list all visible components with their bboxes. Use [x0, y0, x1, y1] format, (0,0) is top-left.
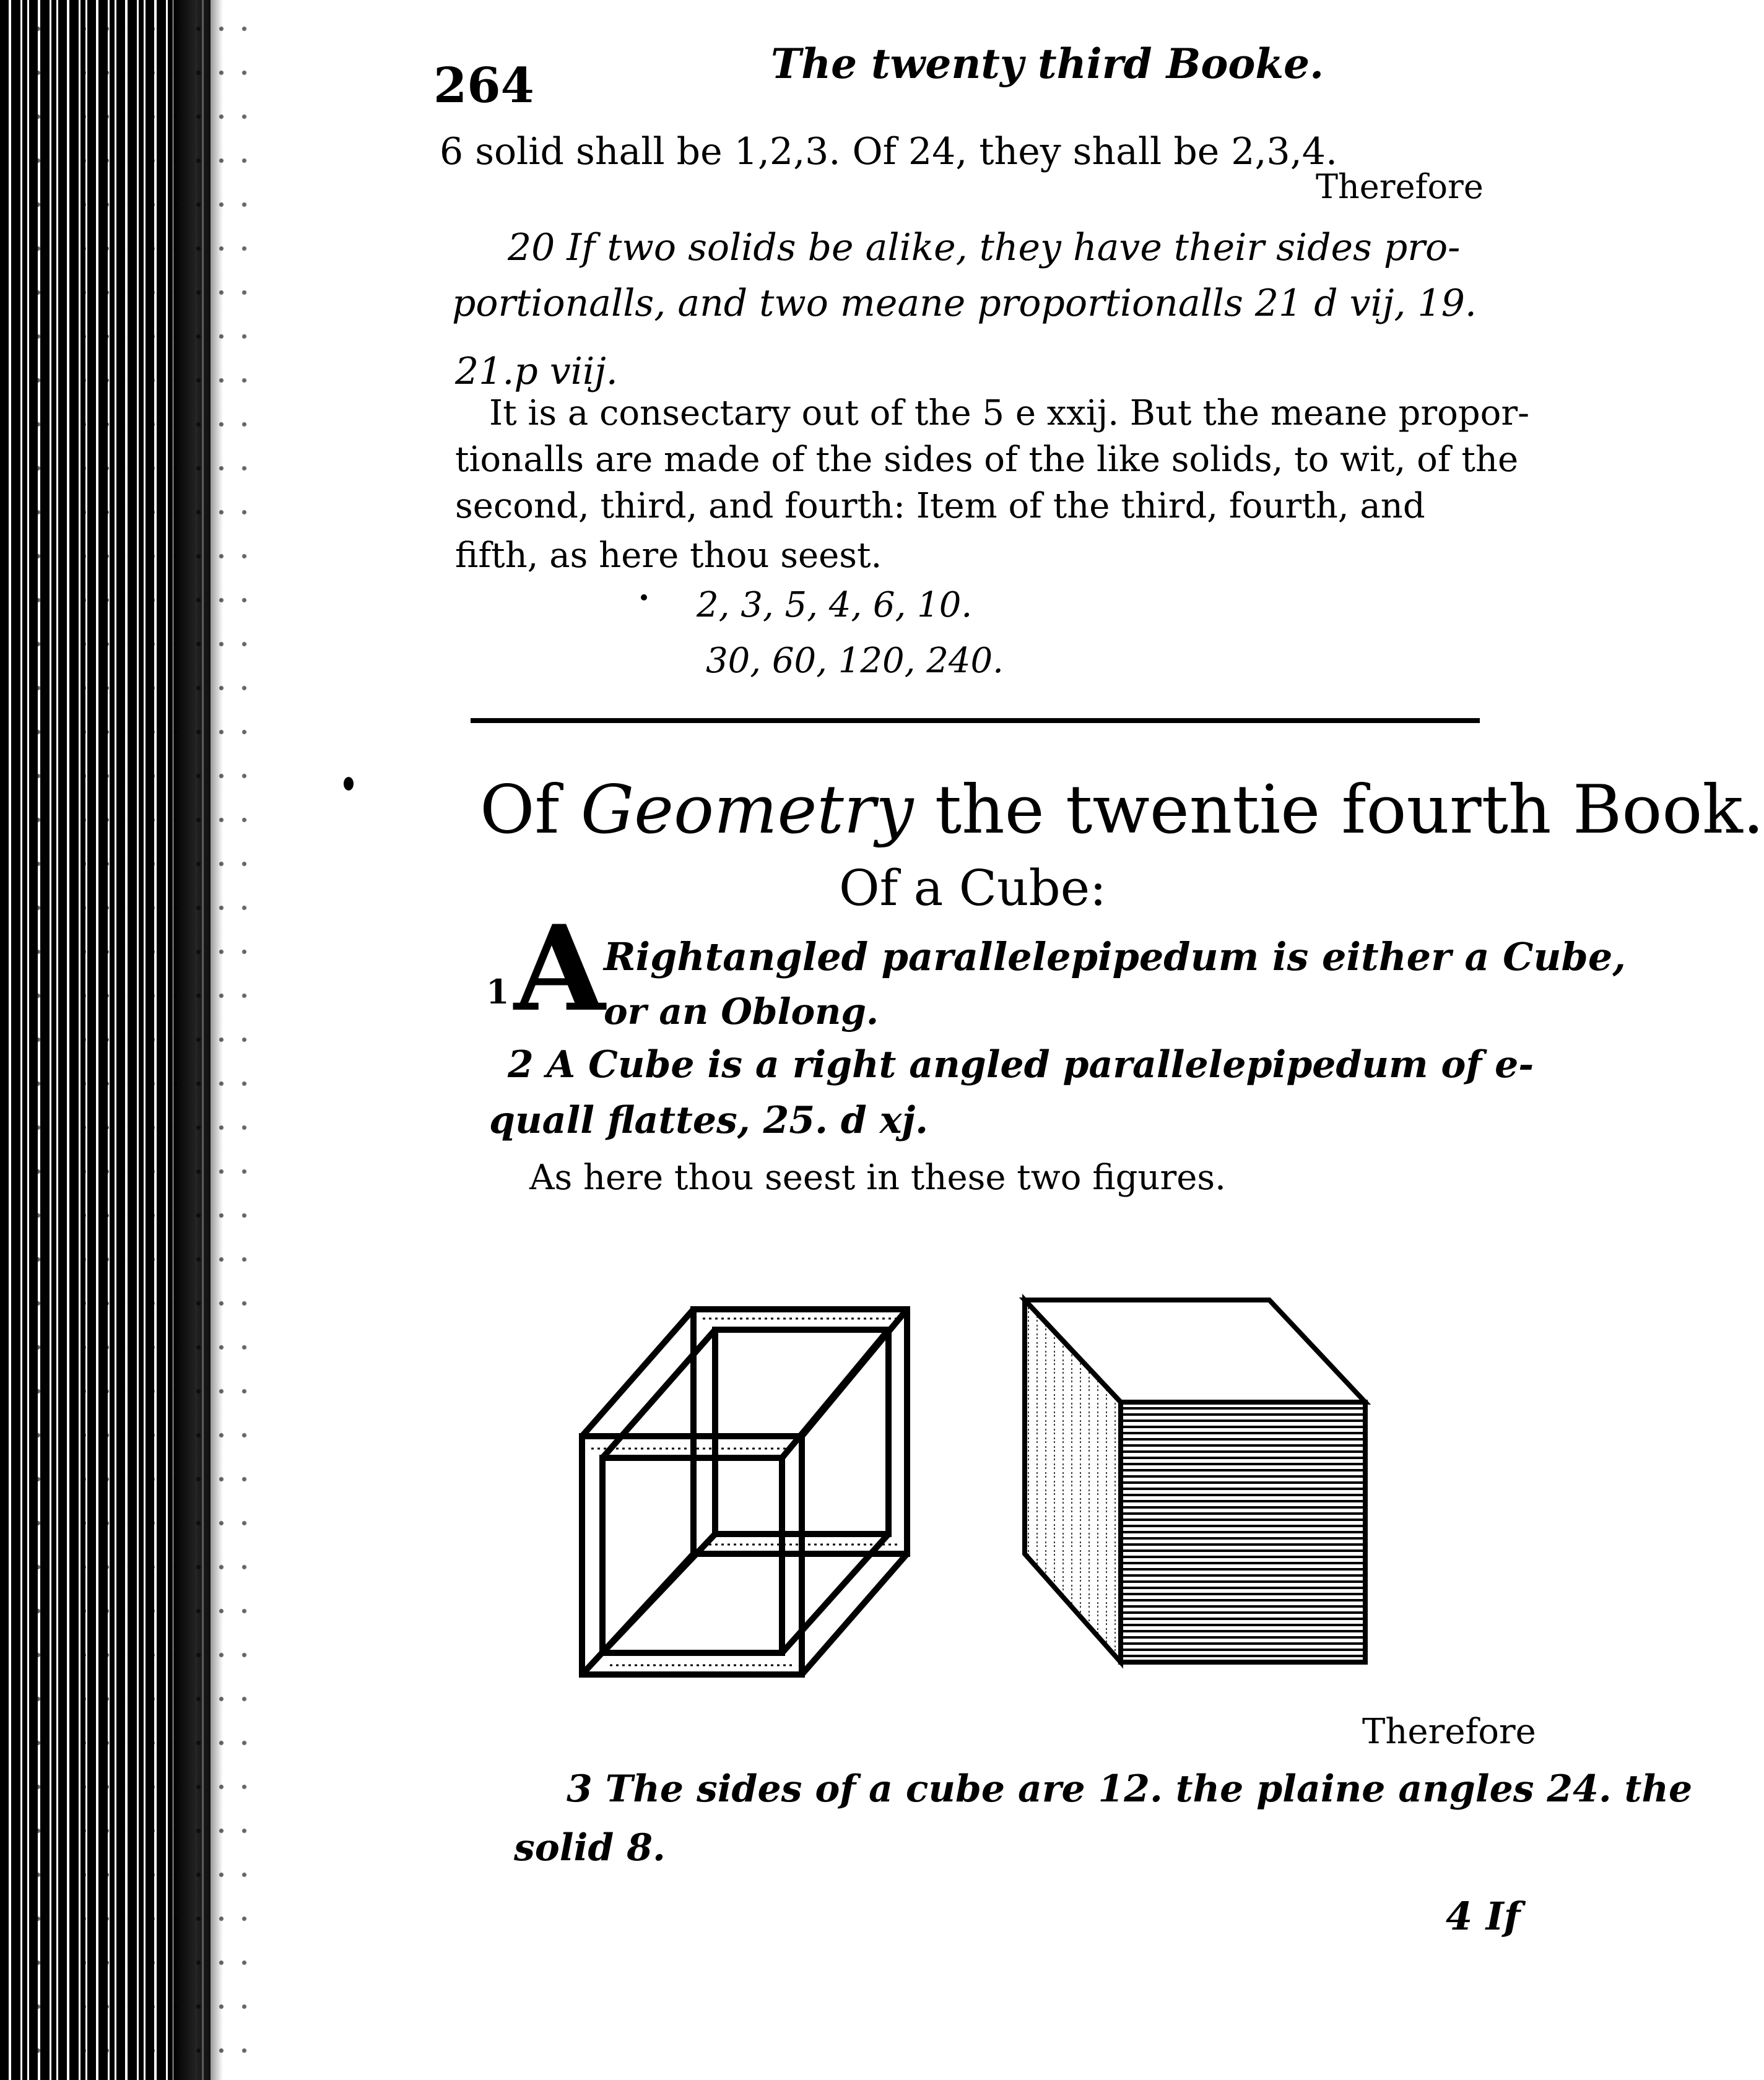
paragraph-line: fifth, as here thou seest. — [455, 535, 882, 576]
book-title-of: Of — [480, 771, 560, 849]
number-series: 30, 60, 120, 240. — [706, 641, 1004, 681]
proposition-2-cont: quall flattes, 25. d xj. — [489, 1099, 929, 1142]
wireframe-cube-figure — [573, 1300, 957, 1684]
figure-caption: As here thou seest in these two figures. — [529, 1158, 1226, 1198]
proposition-1-cont: or an Oblong. — [604, 990, 879, 1033]
proposition-20-cont: portionalls, and two meane proportionalls 21 d vij, 19. — [452, 282, 1477, 325]
proposition-1-number: 1 — [486, 972, 510, 1012]
book-title-geometry: Geometry — [580, 771, 914, 849]
paragraph-line: It is a consectary out of the 5 e xxij. But the meane propor- — [489, 393, 1530, 433]
text-line: 6 solid shall be 1,2,3. Of 24, they shall be 2,3,4. — [440, 130, 1338, 173]
page-number: 264 — [433, 58, 534, 114]
catchword: 4 If — [1446, 1894, 1521, 1939]
scan-speck — [344, 777, 354, 791]
catchword: Therefore — [1316, 167, 1484, 206]
section-divider — [471, 718, 1480, 723]
drop-cap: A — [514, 899, 606, 1038]
proposition-20: 20 If two solids be alike, they have their sides pro- — [508, 226, 1461, 269]
book-title — [480, 771, 1764, 849]
running-title: The twenty third Booke. — [771, 40, 1324, 88]
solid-cube-figure — [1015, 1294, 1381, 1671]
proposition-2: 2 A Cube is a right angled parallelepipedum of e- — [508, 1043, 1534, 1086]
number-series: 2, 3, 5, 4, 6, 10. — [697, 585, 973, 625]
paragraph-line: tionalls are made of the sides of the like solids, to wit, of the — [455, 440, 1519, 480]
chapter-title: Of a Cube: — [839, 859, 1106, 917]
proposition-20-cont: 21.p viij. — [455, 350, 618, 393]
proposition-1: Rightangled parallelepipedum is either a Cube, — [604, 934, 1626, 979]
proposition-3: 3 The sides of a cube are 12. the plaine angles 24. the — [567, 1767, 1693, 1811]
binding-noise — [0, 0, 260, 2080]
scan-speck — [641, 594, 647, 600]
catchword: Therefore — [1362, 1712, 1536, 1752]
paragraph-line: second, third, and fourth: Item of the third, fourth, and — [455, 486, 1425, 526]
proposition-3-cont: solid 8. — [514, 1826, 666, 1870]
book-title-rest: the twentie fourth Book. — [934, 771, 1764, 849]
